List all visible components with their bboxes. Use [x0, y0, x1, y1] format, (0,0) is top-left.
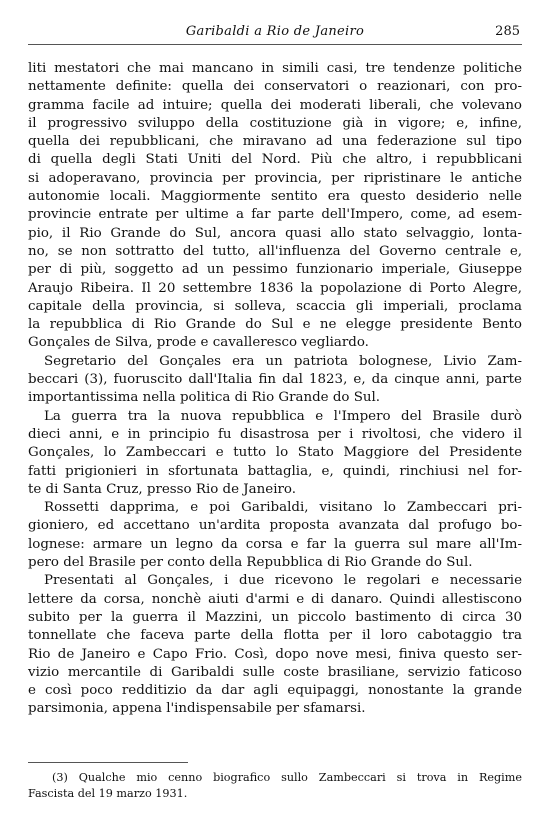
text-line: gioniero, ed accettano un'ardita proposta avanzata dal profugo bo-	[28, 518, 522, 534]
text-line: pero del Brasile per conto della Repubblica di Rio Grande do Sul.	[28, 555, 473, 571]
text-line: tonnellate che faceva parte della flotta per il loro cabotaggio tra	[28, 628, 522, 644]
footnote-line: (3) Qualche mio cenno biografico sullo Zambeccari si trova in Regime	[52, 771, 522, 784]
text-line: si adoperavano, provincia per provincia, per ripristinare le antiche	[28, 170, 522, 186]
footnote	[28, 770, 522, 802]
text-line: lognese: armare un legno da corsa e far la guerra sul mare all'Im-	[28, 536, 522, 552]
text-line: Rio de Janeiro e Capo Frio. Così, dopo nove mesi, finiva questo ser-	[28, 646, 522, 662]
text-line: beccari (3), fuoruscito dall'Italia fin dal 1823, e, da cinque anni, parte	[28, 372, 522, 388]
paragraph	[28, 60, 522, 353]
text-line: gramma facile ad intuire; quella dei moderati liberali, che volevano	[28, 97, 522, 113]
text-line: capitale della provincia, si solleva, scaccia gli imperiali, proclama	[28, 298, 522, 314]
text-line: nettamente definite: quella dei conservatori o reazionari, con pro-	[28, 79, 522, 95]
text-line: pio, il Rio Grande do Sul, ancora quasi allo stato selvaggio, lonta-	[28, 225, 522, 241]
paragraph	[28, 499, 522, 572]
text-line: vizio mercantile di Garibaldi sulle coste brasiliane, servizio faticoso	[28, 664, 522, 680]
text-line: Araujo Ribeira. Il 20 settembre 1836 la popolazione di Porto Alegre,	[28, 280, 522, 296]
running-title: Garibaldi a Rio de Janeiro	[185, 24, 365, 39]
text-line: di quella degli Stati Uniti del Nord. Più che altro, i repubblicani	[28, 152, 522, 168]
text-line: parsimonia, appena l'indispensabile per sfamarsi.	[28, 701, 366, 717]
text-line: te di Santa Cruz, presso Rio de Janeiro.	[28, 481, 296, 497]
paragraph	[28, 408, 522, 499]
footnote-line: Fascista del 19 marzo 1931.	[28, 787, 188, 800]
text-line: liti mestatori che mai mancano in simili casi, tre tendenze politiche	[28, 61, 522, 76]
text-line: autonomie locali. Maggiormente sentito era questo desiderio nelle	[28, 189, 522, 205]
text-line: Presentati al Gonçales, i due ricevono le regolari e necessarie	[44, 573, 522, 589]
body-text	[28, 60, 522, 719]
text-line: per di più, soggetto ad un pessimo funzionario imperiale, Giuseppe	[28, 262, 522, 278]
text-line: dieci anni, e in principio fu disastrosa per i rivoltosi, che videro il	[28, 426, 522, 442]
running-header	[28, 22, 522, 45]
text-line: no, se non sottratto del tutto, all'influenza del Governo centrale e,	[28, 243, 522, 259]
text-line: Gonçales, lo Zambeccari e tutto lo Stato Maggiore del Presidente	[28, 445, 522, 461]
text-line: Gonçales de Silva, prode e cavalleresco vegliardo.	[28, 335, 369, 351]
text-line: e così poco redditizio da dar agli equipaggi, nonostante la grande	[28, 683, 522, 699]
text-line: lettere da corsa, nonchè aiuti d'armi e di danaro. Quindi allestiscono	[28, 591, 522, 607]
text-line: provincie entrate per ultime a far parte dell'Impero, come, ad esem-	[28, 207, 522, 223]
text-line: Segretario del Gonçales era un patriota bolognese, Livio Zam-	[44, 353, 522, 369]
text-line: il progressivo sviluppo della costituzione già in vigore; e, infine,	[28, 115, 522, 131]
text-line: fatti prigionieri in sfortunata battaglia, e, quindi, rinchiusi nel for-	[28, 463, 522, 479]
text-line: la repubblica di Rio Grande do Sul e ne elegge presidente Bento	[28, 317, 522, 333]
text-line: Rossetti dapprima, e poi Garibaldi, visitano lo Zambeccari pri-	[44, 500, 522, 516]
paragraph	[28, 353, 522, 408]
text-line: importantissima nella politica di Rio Grande do Sul.	[28, 390, 381, 406]
text-line: quella dei repubblicani, che miravano ad una federazione sul tipo	[28, 134, 522, 150]
paragraph	[28, 572, 522, 718]
footnote-divider	[28, 762, 188, 763]
text-line: subito per la guerra il Mazzini, un piccolo bastimento di circa 30	[28, 609, 522, 625]
text-line: La guerra tra la nuova repubblica e l'Impero del Brasile durò	[44, 408, 522, 424]
page-number: 285	[495, 24, 520, 39]
